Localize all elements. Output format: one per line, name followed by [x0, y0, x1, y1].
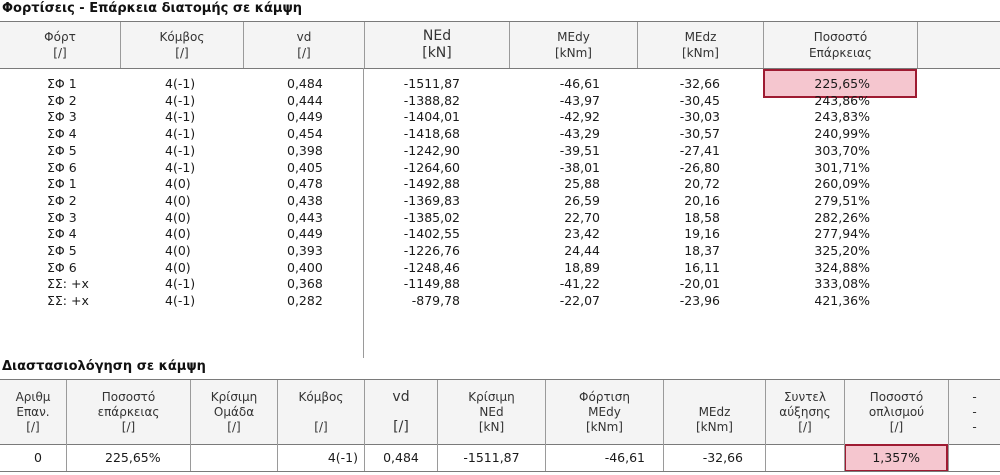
ned-cell: -1511,87 [437, 444, 545, 471]
medy-cell: -22,07 [559, 293, 600, 309]
node-cell: 4(-1) [165, 142, 196, 158]
header-node [277, 380, 364, 444]
table-row[interactable] [0, 260, 1000, 276]
increase-factor-cell [765, 444, 844, 471]
node-cell: 4(-1) [165, 159, 196, 175]
header-line: - [972, 419, 977, 434]
table-row[interactable] [0, 276, 1000, 292]
critical-group-cell [190, 444, 277, 471]
table-row[interactable] [0, 93, 1000, 109]
extra-cell [948, 444, 1000, 471]
load-cell: ΣΣ: +x [47, 276, 89, 292]
medz-cell: -30,45 [679, 92, 720, 108]
vd-cell: 0,400 [287, 259, 323, 275]
table-row[interactable] [0, 226, 1000, 242]
header-empty [917, 22, 1000, 68]
vd-cell: 0,393 [287, 243, 323, 258]
medy-cell: -38,01 [559, 159, 600, 175]
node-cell: 4(-1) [277, 444, 364, 471]
node-cell: 4(-1) [165, 92, 196, 108]
header-vd [243, 22, 364, 68]
medz-cell: -30,03 [679, 109, 720, 125]
ned-cell: -1264,60 [403, 159, 460, 175]
medz-cell: 18,58 [684, 209, 720, 225]
table-row[interactable] [0, 176, 1000, 192]
header-unit: [kNm] [555, 46, 592, 60]
vd-cell: 0,454 [287, 126, 323, 142]
header-line: [kNm] [696, 419, 733, 434]
table-row[interactable] [0, 444, 1000, 472]
header-line: Κρίσιμη [468, 389, 515, 404]
adequacy-cell: 421,36% [814, 293, 870, 309]
load-cell: ΣΦ 4 [47, 226, 77, 242]
table-row[interactable] [0, 143, 1000, 159]
header-medy [545, 380, 663, 444]
node-cell: 4(-1) [165, 126, 196, 142]
medy-cell: -42,92 [559, 109, 600, 125]
header-critical-group [190, 380, 277, 444]
header-line: αύξησης [779, 404, 831, 419]
ned-cell: -1226,76 [403, 243, 460, 258]
load-cell: ΣΦ 2 [47, 192, 77, 208]
load-cell: ΣΦ 6 [47, 159, 77, 175]
header-extra [948, 380, 1000, 444]
node-cell: 4(0) [165, 192, 191, 208]
header-line: [/] [889, 419, 904, 434]
header-line: vd [392, 388, 410, 405]
header-line: [/] [393, 418, 409, 435]
header-label: vd [296, 30, 312, 44]
adequacy-cell: 243,86% [814, 92, 870, 108]
adequacy-cell: 240,99% [814, 126, 870, 142]
reinforcement-ratio-cell: 1,357% [844, 444, 948, 471]
node-cell: 4(0) [165, 259, 191, 275]
medy-cell: -43,29 [559, 126, 600, 142]
header-line: Ποσοστό [101, 389, 156, 404]
node-cell: 4(-1) [165, 276, 196, 292]
adequacy-cell: 282,26% [814, 209, 870, 225]
vd-cell: 0,478 [287, 176, 323, 192]
vd-cell: 0,438 [287, 192, 323, 208]
header-load [0, 22, 120, 68]
adequacy-cell: 303,70% [814, 142, 870, 158]
load-cell: ΣΦ 5 [47, 142, 77, 158]
ned-cell: -1418,68 [403, 126, 460, 142]
vd-cell: 0,282 [287, 293, 323, 309]
vd-cell: 0,449 [287, 109, 323, 125]
header-line: MEdy [588, 404, 621, 419]
ned-cell: -1511,87 [403, 76, 460, 91]
vd-cell: 0,484 [364, 444, 437, 471]
medy-cell: -43,97 [559, 92, 600, 108]
header-label: Ποσοστό [813, 30, 868, 44]
header-label: MEdy [557, 30, 590, 44]
header-line: Ομάδα [213, 404, 255, 419]
vd-cell: 0,443 [287, 209, 323, 225]
medz-cell: 18,37 [684, 243, 720, 258]
table-row[interactable] [0, 243, 1000, 259]
header-line: - [972, 404, 977, 419]
header-line: [kNm] [586, 419, 623, 434]
header-label: MEdz [684, 30, 717, 44]
header-node [120, 22, 243, 68]
header-line: MEdz [698, 404, 731, 419]
medz-cell: 16,11 [684, 259, 720, 275]
header-line: Επαν. [16, 404, 50, 419]
header-unit: [kNm] [682, 46, 719, 60]
header-iteration [0, 380, 66, 444]
medz-cell: -32,66 [663, 444, 765, 471]
medy-cell: 23,42 [564, 226, 600, 242]
header-unit: [/] [53, 46, 67, 60]
adequacy-cell: 301,71% [814, 159, 870, 175]
load-cell: ΣΦ 1 [47, 76, 77, 91]
header-unit: [kN] [422, 45, 452, 61]
header-critical-ned [437, 380, 545, 444]
adequacy-cell: 333,08% [814, 276, 870, 292]
medz-cell: -27,41 [679, 142, 720, 158]
section-title-flexural-capacity: Φορτίσεις - Επάρκεια διατομής σε κάμψη [2, 1, 303, 16]
medz-cell: 20,16 [684, 192, 720, 208]
medz-cell: -23,96 [679, 293, 720, 309]
medz-cell: -26,80 [679, 159, 720, 175]
table-row[interactable] [0, 210, 1000, 226]
header-reinforcement-ratio [844, 380, 948, 444]
header-unit: [/] [297, 46, 311, 60]
ned-cell: -879,78 [411, 293, 460, 309]
medy-cell: -46,61 [545, 444, 663, 471]
vd-cell: 0,405 [287, 159, 323, 175]
load-cell: ΣΦ 5 [47, 243, 77, 258]
header-line: [/] [798, 419, 812, 434]
header-label: Φόρτ [44, 30, 76, 44]
load-cell: ΣΦ 3 [47, 209, 77, 225]
table-row[interactable] [0, 126, 1000, 142]
header-unit: Επάρκειας [809, 46, 872, 60]
vd-cell: 0,368 [287, 276, 323, 292]
medz-cell: -30,57 [679, 126, 720, 142]
load-cell: ΣΣ: +x [47, 293, 89, 309]
medy-cell: 18,89 [564, 259, 600, 275]
node-cell: 4(-1) [165, 293, 196, 309]
header-line: [/] [26, 419, 40, 434]
load-cell: ΣΦ 6 [47, 259, 77, 275]
adequacy-cell: 277,94% [814, 226, 870, 242]
header-ned [364, 22, 509, 68]
ned-cell: -1385,02 [403, 209, 460, 225]
medz-cell: -32,66 [679, 76, 720, 91]
header-label: NEd [422, 28, 452, 44]
header-line: Φόρτιση [579, 389, 630, 404]
medy-cell: -39,51 [559, 142, 600, 158]
flexural-design-table [0, 379, 1000, 475]
vd-cell: 0,398 [287, 142, 323, 158]
header-line: NEd [479, 404, 504, 419]
table-header [0, 379, 1000, 445]
header-medz [637, 22, 763, 68]
flexural-capacity-table [0, 21, 1000, 341]
medz-cell: 20,72 [684, 176, 720, 192]
adequacy-cell: 243,83% [814, 109, 870, 125]
header-line: [/] [121, 419, 136, 434]
ned-cell: -1388,82 [403, 92, 460, 108]
header-adequacy [66, 380, 190, 444]
vd-cell: 0,484 [287, 76, 323, 91]
table-header [0, 21, 1000, 69]
table-row[interactable] [0, 293, 1000, 309]
header-vd [364, 380, 437, 444]
header-line: Κόμβος [298, 389, 344, 404]
header-label: Κόμβος [159, 30, 205, 44]
header-line: [/] [314, 419, 328, 434]
load-cell: ΣΦ 4 [47, 126, 77, 142]
table-row[interactable] [0, 109, 1000, 125]
vd-cell: 0,444 [287, 92, 323, 108]
adequacy-cell: 225,65% [66, 444, 190, 471]
header-line: Αριθμ [15, 389, 51, 404]
medy-cell: 25,88 [564, 176, 600, 192]
header-line: Συντελ [783, 389, 827, 404]
table-row[interactable] [0, 76, 1000, 92]
medy-cell: 22,70 [564, 209, 600, 225]
load-cell: ΣΦ 1 [47, 176, 77, 192]
iteration-cell: 0 [34, 450, 42, 465]
adequacy-cell: 225,65% [814, 76, 870, 91]
ned-cell: -1402,55 [403, 226, 460, 242]
node-cell: 4(0) [165, 209, 191, 225]
node-cell: 4(0) [165, 176, 191, 192]
adequacy-cell: 324,88% [814, 259, 870, 275]
vd-cell: 0,449 [287, 226, 323, 242]
header-line: Κρίσιμη [210, 389, 258, 404]
adequacy-cell: 325,20% [814, 243, 870, 258]
table-row[interactable] [0, 160, 1000, 176]
ned-cell: -1369,83 [403, 192, 460, 208]
ned-cell: -1492,88 [403, 176, 460, 192]
ned-cell: -1248,46 [403, 259, 460, 275]
node-cell: 4(-1) [165, 76, 196, 91]
ned-cell: -1242,90 [403, 142, 460, 158]
header-adequacy [763, 22, 917, 68]
header-medy [509, 22, 637, 68]
header-line: οπλισμού [868, 404, 925, 419]
medy-cell: 24,44 [564, 243, 600, 258]
medy-cell: -46,61 [559, 76, 600, 91]
load-cell: ΣΦ 2 [47, 92, 77, 108]
header-line: [kN] [478, 419, 505, 434]
adequacy-cell: 260,09% [814, 176, 870, 192]
node-cell: 4(-1) [165, 109, 196, 125]
header-increase-factor [765, 380, 844, 444]
node-cell: 4(0) [165, 243, 191, 258]
header-unit: [/] [175, 46, 189, 60]
adequacy-cell: 279,51% [814, 192, 870, 208]
ned-cell: -1404,01 [403, 109, 460, 125]
header-line: [/] [227, 419, 241, 434]
medz-cell: 19,16 [684, 226, 720, 242]
medy-cell: -41,22 [559, 276, 600, 292]
node-cell: 4(0) [165, 226, 191, 242]
section-title-flexural-design: Διαστασιολόγηση σε κάμψη [2, 359, 206, 374]
load-cell: ΣΦ 3 [47, 109, 77, 125]
ned-cell: -1149,88 [403, 276, 460, 292]
header-line: επάρκειας [97, 404, 160, 419]
table-row[interactable] [0, 193, 1000, 209]
medy-cell: 26,59 [564, 192, 600, 208]
header-medz [663, 380, 765, 444]
header-line: - [972, 389, 977, 404]
header-line: Ποσοστό [869, 389, 924, 404]
medz-cell: -20,01 [679, 276, 720, 292]
